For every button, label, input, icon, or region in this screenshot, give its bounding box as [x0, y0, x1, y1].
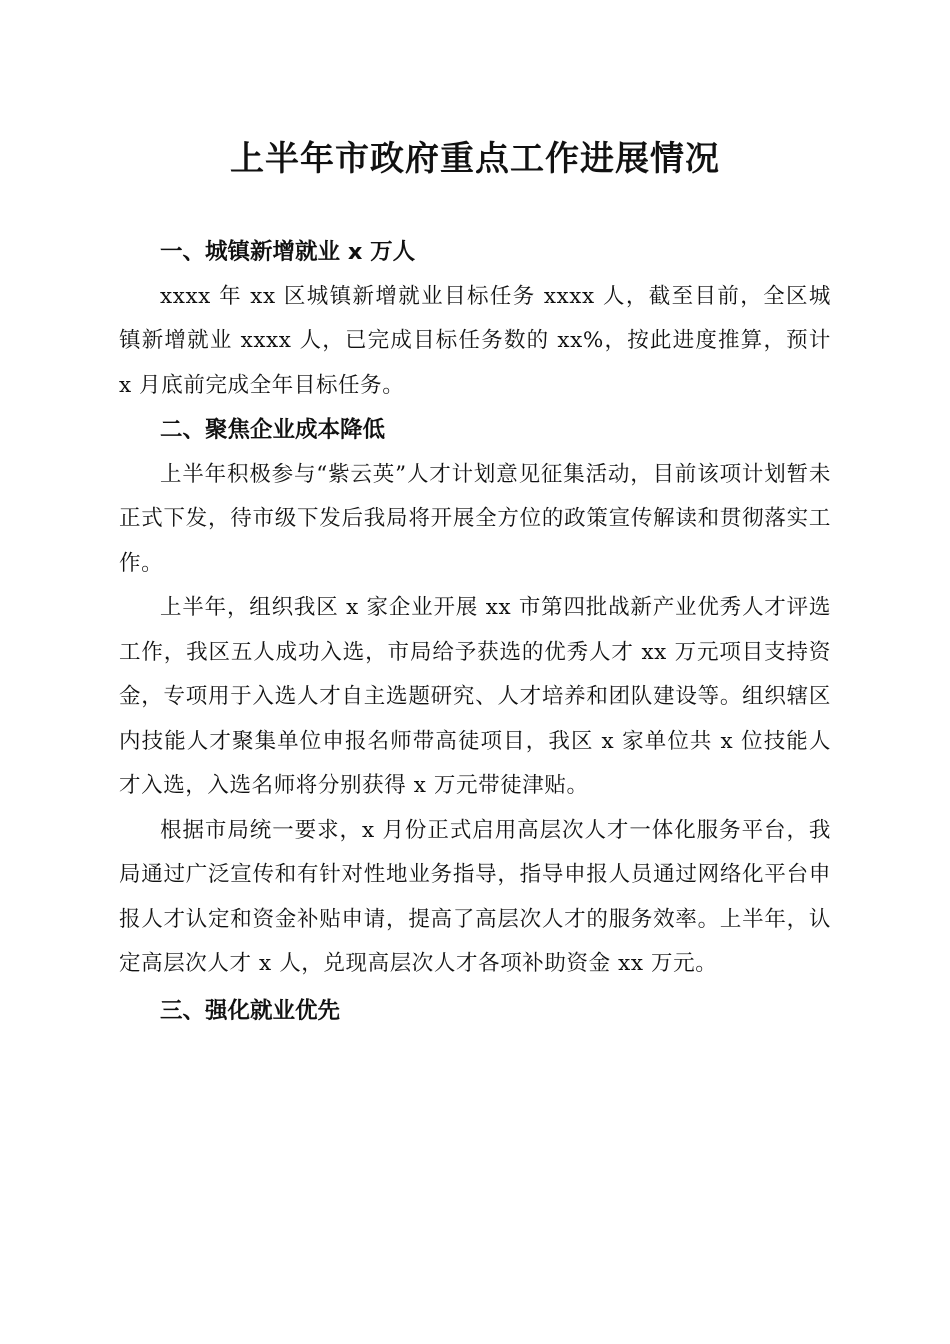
section-2-paragraph-2: 上半年，组织我区 x 家企业开展 xx 市第四批战新产业优秀人才评选工作，我区五人成功入选，市局给予获选的优秀人才 xx 万元项目支持资金，专项用于入选人才自主选题研究、人才培养和团队建设等。组织辖区内技能人才聚集单位申报名师带高徒项目，我区 x 家单位共 x 位技能人才入选，入选名师将分别获得 x 万元带徒津贴。	[119, 595, 831, 798]
section-heading-1: 一、城镇新增就业 x 万人	[160, 239, 416, 265]
section-2-paragraph-3: 根据市局统一要求，x 月份正式启用高层次人才一体化服务平台，我局通过广泛宣传和有针对性地业务指导，指导申报人员通过网络化平台申报人才认定和资金补贴申请，提高了高层次人才的服务效率。上半年，认定高层次人才 x 人，兑现高层次人才各项补助资金 xx 万元。	[119, 817, 831, 976]
section-heading-3: 三、强化就业优先	[160, 997, 341, 1024]
section-1-paragraph-1: xxxx 年 xx 区城镇新增就业目标任务 xxxx 人，截至目前，全区城镇新增就业 xxxx 人，已完成目标任务数的 xx%，按此进度推算，预计 x 月底前完成全年目标任务。	[119, 283, 831, 398]
document-title: 上半年市政府重点工作进展情况	[230, 139, 720, 179]
document-body	[119, 230, 831, 1033]
section-heading-2: 二、聚焦企业成本降低	[160, 417, 386, 443]
section-2-paragraph-1: 上半年积极参与“紫云英”人才计划意见征集活动，目前该项计划暂未正式下发，待市级下发后我局将开展全方位的政策宣传解读和贯彻落实工作。	[119, 461, 831, 576]
